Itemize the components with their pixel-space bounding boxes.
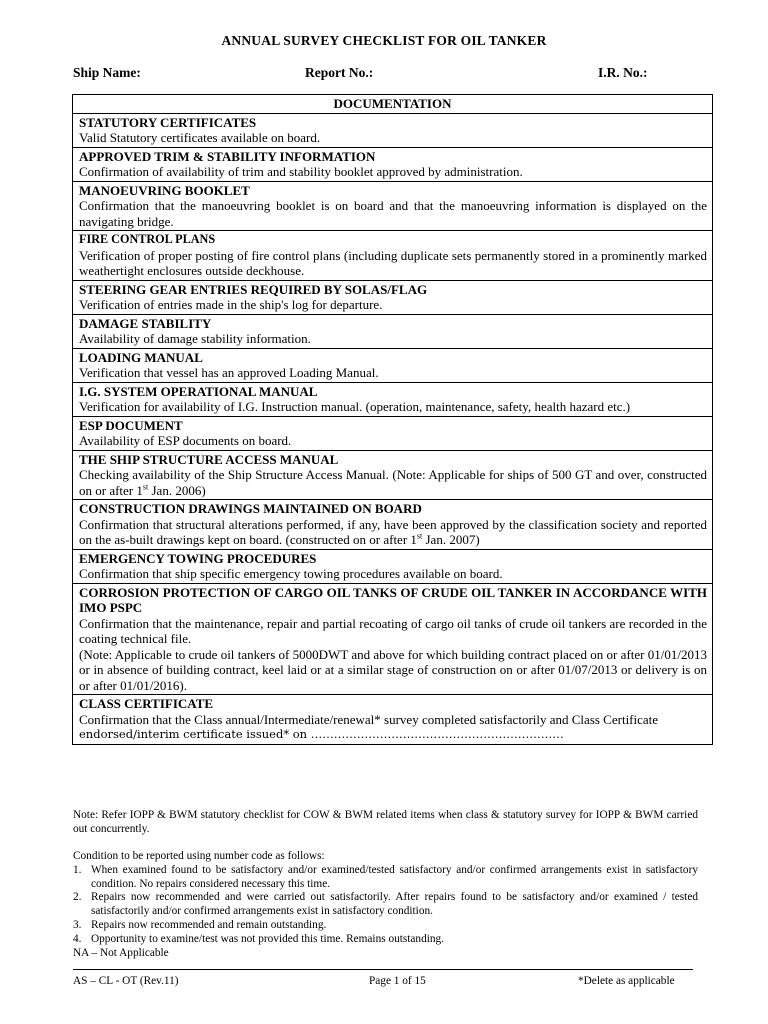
- list-text: Repairs now recommended and were carried out satisfactorily. After repairs found to be satisfactory and/or examined / tested satisfactorily and/or confirmed arrangements exist in satisfactory condition.: [91, 891, 698, 918]
- table-row: [73, 416, 713, 450]
- ir-no-label: I.R. No.:: [598, 65, 648, 80]
- item-description: Confirmation that structural alterations performed, if any, have been approved by the classification society and reported on the as-built drawings kept on board. (constructed on or after 1st Jan. 2007): [79, 516, 707, 547]
- list-number: 3.: [73, 918, 82, 931]
- item-title: CONSTRUCTION DRAWINGS MAINTAINED ON BOARD: [79, 501, 422, 516]
- item-description: Verification for availability of I.G. Instruction manual. (operation, maintenance, safety, health hazard etc.): [79, 399, 631, 414]
- list-item: [73, 919, 698, 933]
- list-number: 2.: [73, 891, 82, 904]
- section-header: DOCUMENTATION: [73, 95, 713, 114]
- item-description: Availability of damage stability information.: [79, 331, 311, 346]
- table-row: [73, 549, 713, 583]
- item-description: Confirmation of availability of trim and stability booklet approved by administration.: [79, 164, 523, 179]
- item-description: Checking availability of the Ship Structure Access Manual. (Note: Applicable for ships of 500 GT and over, constructed on or after 1st Jan. 2006): [79, 467, 707, 498]
- list-item: [73, 891, 698, 919]
- table-row: [73, 500, 713, 550]
- table-row: [73, 280, 713, 314]
- table-row: [73, 231, 713, 281]
- condition-intro: Condition to be reported using number code as follows:: [73, 850, 325, 862]
- item-title: MANOEUVRING BOOKLET: [79, 182, 250, 198]
- endorsed-line: endorsed/interim certificate issued* on …………………………………………………………: [79, 727, 564, 741]
- item-description: Verification of proper posting of fire control plans (including duplicate sets permanently stored in a prominently marked weathertight enclosures outside deckhouse.: [79, 247, 707, 278]
- item-title: STATUTORY CERTIFICATES: [79, 114, 257, 130]
- table-row: [73, 181, 713, 231]
- documentation-table: [72, 94, 713, 745]
- table-row: [73, 695, 713, 745]
- table-row: [73, 113, 713, 147]
- item-note: (Note: Applicable to crude oil tankers of 5000DWT and above for which building contract placed on or after 01/01/2013 or in absence of building contract, keel laid or at a similar stage of construction on or after 01/07/2013 or delivery is on or after 01/01/2016).: [79, 646, 707, 693]
- item-title: DAMAGE STABILITY: [79, 315, 212, 331]
- list-item: [73, 933, 698, 947]
- list-text: Repairs now recommended and remain outstanding.: [91, 918, 327, 931]
- document-title: ANNUAL SURVEY CHECKLIST FOR OIL TANKER: [221, 33, 547, 48]
- item-title: EMERGENCY TOWING PROCEDURES: [79, 550, 317, 566]
- item-title: ESP DOCUMENT: [79, 417, 183, 433]
- footer-delete-note: *Delete as applicable: [578, 975, 675, 987]
- item-description: Confirmation that the manoeuvring booklet is on board and that the manoeuvring information is displayed on the navigating bridge.: [79, 198, 707, 229]
- table-row: [73, 382, 713, 416]
- list-number: 1.: [73, 863, 82, 876]
- table-row: [73, 314, 713, 348]
- item-title: FIRE CONTROL PLANS: [79, 232, 216, 246]
- list-text: Opportunity to examine/test was not provided this time. Remains outstanding.: [91, 932, 444, 945]
- item-description: Availability of ESP documents on board.: [79, 433, 292, 448]
- condition-codes: [73, 850, 698, 960]
- footer-doc-id: AS – CL - OT (Rev.11): [73, 975, 179, 987]
- table-row: [73, 450, 713, 500]
- item-title: APPROVED TRIM & STABILITY INFORMATION: [79, 148, 376, 164]
- item-title: THE SHIP STRUCTURE ACCESS MANUAL: [79, 451, 339, 467]
- item-description: Confirmation that the Class annual/Intermediate/renewal* survey completed satisfactorily and Class Certificate: [79, 711, 659, 727]
- list-item: [73, 864, 698, 892]
- footer-page-number: Page 1 of 15: [369, 975, 426, 987]
- item-title: CLASS CERTIFICATE: [79, 696, 214, 711]
- table-row: [73, 583, 713, 695]
- ship-name-label: Ship Name:: [73, 65, 141, 80]
- list-number: 4.: [73, 932, 82, 945]
- footer-divider: [73, 969, 693, 970]
- list-text: When examined found to be satisfactory and/or examined/tested satisfactory and/or confirmed arrangements exist in satisfactory condition. No repairs considered necessary this time.: [91, 863, 698, 890]
- item-description: Verification that vessel has an approved Loading Manual.: [79, 365, 379, 380]
- table-row: [73, 147, 713, 181]
- item-title: I.G. SYSTEM OPERATIONAL MANUAL: [79, 383, 318, 399]
- iopp-bwm-note: Note: Refer IOPP & BWM statutory checklist for COW & BWM related items when class & statutory survey for IOPP & BWM carried out concurrently.: [73, 809, 698, 835]
- item-description: Verification of entries made in the ship's log for departure.: [79, 297, 383, 312]
- item-title: LOADING MANUAL: [79, 349, 203, 365]
- item-title: STEERING GEAR ENTRIES REQUIRED BY SOLAS/FLAG: [79, 281, 428, 297]
- table-row: [73, 348, 713, 382]
- item-description: Valid Statutory certificates available on board.: [79, 130, 321, 145]
- item-title: CORROSION PROTECTION OF CARGO OIL TANKS OF CRUDE OIL TANKER IN ACCORDANCE WITH IMO PSPC: [79, 584, 707, 615]
- item-description: Confirmation that the maintenance, repair and partial recoating of cargo oil tanks of crude oil tankers are recorded in the coating technical file.: [79, 615, 707, 646]
- report-no-label: Report No.:: [305, 65, 374, 80]
- na-legend: NA – Not Applicable: [73, 946, 169, 959]
- item-description: Confirmation that ship specific emergency towing procedures available on board.: [79, 566, 503, 581]
